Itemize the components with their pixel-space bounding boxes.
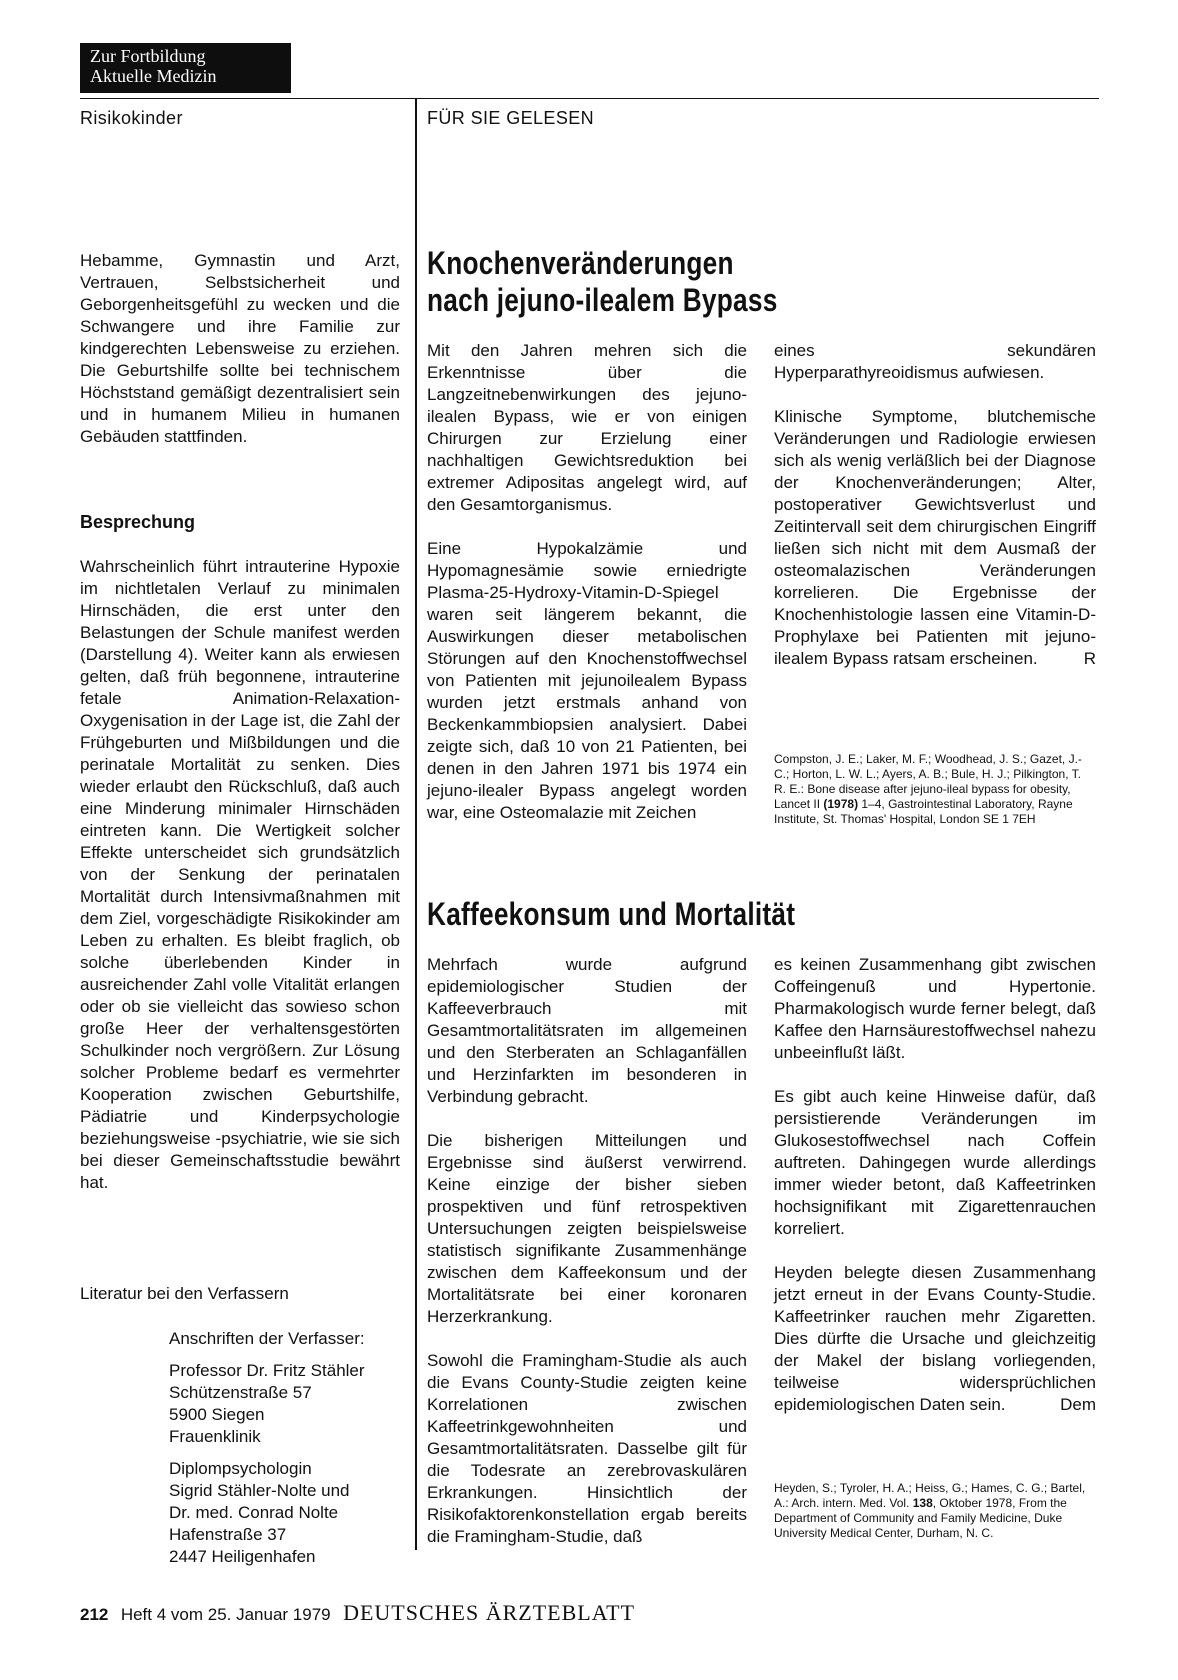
article1-paragraph: Mit den Jahren mehren sich die Erkenntnisse über die Langzeitnebenwirkungen des jejuno-ilealen Bypass, wie er von einigen Chirurgen zur Erzielung einer nachhaltigen Gewichtsreduktion bei extremer Adipositas angelegt wird, auf den Gesamtorganismus. <box>427 341 747 514</box>
reference-year: (1978) <box>823 797 859 811</box>
article2-paragraph: Die bisherigen Mitteilungen und Ergebnisse sind äußerst verwirrend. Keine einzige der bisher sieben prospektiven und fünf retrospektiven Untersuchungen zeigten beispielsweise statistisch signifikante Zusammenhänge zwischen dem Kaffeekonsum und der Mortalitätsrate bei einer koronaren Herzerkrankung. <box>427 1131 747 1326</box>
magazine-name: DEUTSCHES ÄRZTEBLATT <box>343 1600 636 1625</box>
section-badge <box>80 43 291 93</box>
reference-text: , Oktober 1978, From the Department of Community and Family Medicine, Duke University Medical Center, Durham, N. C. <box>774 1496 1067 1540</box>
address-line: Dr. med. Conrad Nolte <box>169 1503 339 1522</box>
article1-paragraph-last <box>774 406 1096 670</box>
left-intro-paragraph: Hebamme, Gymnastin und Arzt, Vertrauen, Selbstsicherheit und Geborgenheitsgefühl zu wecken und die Schwangere und ihre Familie zur kindgerechten Lebensweise zu erziehen. Die Geburtshilfe sollte bei technischem Höchststand gemäßigt dezentralisiert sein und in humanem Milieu in humanen Gebäuden stattfinden. <box>80 251 400 446</box>
address-heading: Anschriften der Verfasser: <box>169 1329 365 1348</box>
article1-column-1 <box>427 340 747 824</box>
left-section-label: Risikokinder <box>80 108 183 128</box>
issue-info: Heft 4 vom 25. Januar 1979 <box>120 1605 331 1624</box>
article2-reference <box>774 1481 1096 1541</box>
article2-paragraph: Sowohl die Framingham-Studie als auch die Evans County-Studie zeigten keine Korrelationen zwischen Kaffeetrinkgewohnheiten und Gesamtmortalitätsraten. Dasselbe gilt für die Todesrate an zerebrovaskulären Erkrankungen. Hinsichtlich der Risikofaktorenkonstellation ergab bereits die Framingham-Studie, daß <box>427 1351 747 1546</box>
article1-paragraph: Klinische Symptome, blutchemische Veränderungen und Radiologie erwiesen sich als wenig verläßlich bei der Diagnose der Knochenveränderungen; Alter, postoperativer Gewichtsverlust und Zeitintervall seit dem chirurgischen Eingriff ließen sich nicht mit dem Ausmaß der osteomalazischen Veränderungen korrelieren. Die Ergebnisse der Knochenhistologie lassen eine Vitamin-D-Prophylaxe bei Patienten mit jejuno-ilealem Bypass ratsam erscheinen. <box>774 407 1096 668</box>
address-line: Hafenstraße 37 <box>169 1525 287 1544</box>
address-line: Schützenstraße 57 <box>169 1383 312 1402</box>
reference-text: Heyden, S.; Tyroler, H. A.; Heiss, G.; Hames, C. G.; Bartel, A.: Arch. intern. Med. Vol. <box>774 1481 1086 1510</box>
article2-paragraph: Es gibt auch keine Hinweise dafür, daß persistierende Veränderungen im Glukosestoffwechsel nach Coffein auftreten. Dahingegen wurde allerdings immer wieder betont, daß Kaffeetrinken hochsignifikant mit Zigarettenrauchen korreliert. <box>774 1087 1096 1238</box>
badge-line-1: Zur Fortbildung <box>90 46 206 66</box>
author-addresses <box>169 1328 409 1568</box>
article1-column-2 <box>774 340 1096 670</box>
badge-line-2: Aktuelle Medizin <box>90 66 217 86</box>
address-line: 2447 Heiligenhafen <box>169 1547 316 1566</box>
address-block-1 <box>169 1360 409 1448</box>
article1-author-initial: R <box>1083 649 1096 668</box>
article1-paragraph: eines sekundären Hyperparathyreoidismus aufwiesen. <box>774 341 1096 382</box>
discussion-heading: Besprechung <box>80 512 196 532</box>
article1-title-line2: nach jejuno-ilealem Bypass <box>427 282 778 318</box>
address-line: Diplompsychologin <box>169 1459 312 1478</box>
article2-paragraph: Mehrfach wurde aufgrund epidemiologischer Studien der Kaffeeverbrauch mit Gesamtmortalitätsraten im allgemeinen und den Sterberaten an Schlaganfällen und Herzinfarkten im besonderen in Verbindung gebracht. <box>427 955 747 1106</box>
article1-title <box>427 245 778 319</box>
article2-column-2 <box>774 954 1096 1416</box>
reference-text: Compston, J. E.; Laker, M. F.; Woodhead, J. S.; Gazet, J.-C.; Horton, L. W. L.; Ayers, A. B.; Bule, H. J.; Pilkington, T. R. E.: Bone disease after jejuno-ileal bypass for obesity, Lancet II <box>774 752 1082 811</box>
reference-volume: 138 <box>912 1496 933 1510</box>
column-divider <box>415 98 417 1550</box>
header-rule <box>80 98 1099 99</box>
article2-paragraph: es keinen Zusammenhang gibt zwischen Coffeingenuß und Hypertonie. Pharmakologisch wurde ferner belegt, daß Kaffee den Harnsäurestoffwechsel nahezu unbeeinflußt läßt. <box>774 955 1096 1062</box>
address-line: Sigrid Stähler-Nolte und <box>169 1481 350 1500</box>
address-line: Professor Dr. Fritz Stähler <box>169 1361 365 1380</box>
address-block-2 <box>169 1458 409 1568</box>
article1-reference <box>774 752 1096 827</box>
article2-author-initial: Dem <box>1060 1395 1096 1414</box>
page-footer <box>80 1600 635 1626</box>
article2-paragraph: Heyden belegte diesen Zusammenhang jetzt erneut in der Evans County-Studie. Kaffeetrinker rauchen mehr Zigaretten. Dies dürfte die Ursache und gleichzeitig der Makel der bislang vorliegenden, teilweise widersprüchlichen epidemiologischen Daten sein. <box>774 1263 1096 1414</box>
reference-text: 1–4, Gastrointestinal Laboratory, Rayne Institute, St. Thomas' Hospital, London SE 1 7EH <box>774 797 1073 826</box>
article2-title: Kaffeekonsum und Mortalität <box>427 896 796 932</box>
literature-note: Literatur bei den Verfassern <box>80 1284 289 1303</box>
discussion-paragraph: Wahrscheinlich führt intrauterine Hypoxie im nichtletalen Verlauf zu minimalen Hirnschäden, die erst unter den Belastungen der Schule manifest werden (Darstellung 4). Weiter kann als erwiesen gelten, daß früh begonnene, intrauterine fetale Animation-Relaxation-Oxygenisation in der Lage ist, die Zahl der Frühgeburten und Mißbildungen und die perinatale Mortalität zu senken. Dies wieder erlaubt den Rückschluß, daß auch eine Minderung minimaler Hirnschäden eintreten kann. Die Wertigkeit solcher Effekte unterscheidet sich grundsätzlich von der Senkung der perinatalen Mortalität durch Intensivmaßnahmen mit dem Ziel, vorgeschädigte Risikokinder am Leben zu erhalten. Es bleibt fraglich, ob solche überlebenden Kinder in ausreichender Zahl volle Vitalität erlangen oder ob sie vielleicht das sowieso schon große Heer der verhaltensgestörten Schulkinder noch vergrößern. Zur Lösung solcher Probleme bedarf es vermehrter Kooperation zwischen Geburtshilfe, Pädiatrie und Kinderpsychologie beziehungsweise -psychiatrie, wie sie sich bei dieser Gemeinschaftsstudie bewährt hat. <box>80 557 400 1192</box>
address-line: 5900 Siegen <box>169 1405 265 1424</box>
address-line: Frauenklinik <box>169 1427 261 1446</box>
article1-title-line1: Knochenveränderungen <box>427 245 734 281</box>
page-number: 212 <box>80 1605 109 1624</box>
article2-column-1 <box>427 954 747 1548</box>
right-section-label: FÜR SIE GELESEN <box>427 108 595 128</box>
article1-paragraph: Eine Hypokalzämie und Hypomagnesämie sowie erniedrigte Plasma-25-Hydroxy-Vitamin-D-Spiegel waren seit längerem bekannt, die Auswirkungen dieser metabolischen Störungen auf den Knochenstoffwechsel von Patienten mit jejunoilealem Bypass wurden jetzt erstmals anhand von Beckenkammbiopsien analysiert. Dabei zeigte sich, daß 10 von 21 Patienten, bei denen in den Jahren 1971 bis 1974 ein jejuno-ilealer Bypass angelegt worden war, eine Osteomalazie mit Zeichen <box>427 539 747 822</box>
article2-paragraph-last <box>774 1262 1096 1416</box>
